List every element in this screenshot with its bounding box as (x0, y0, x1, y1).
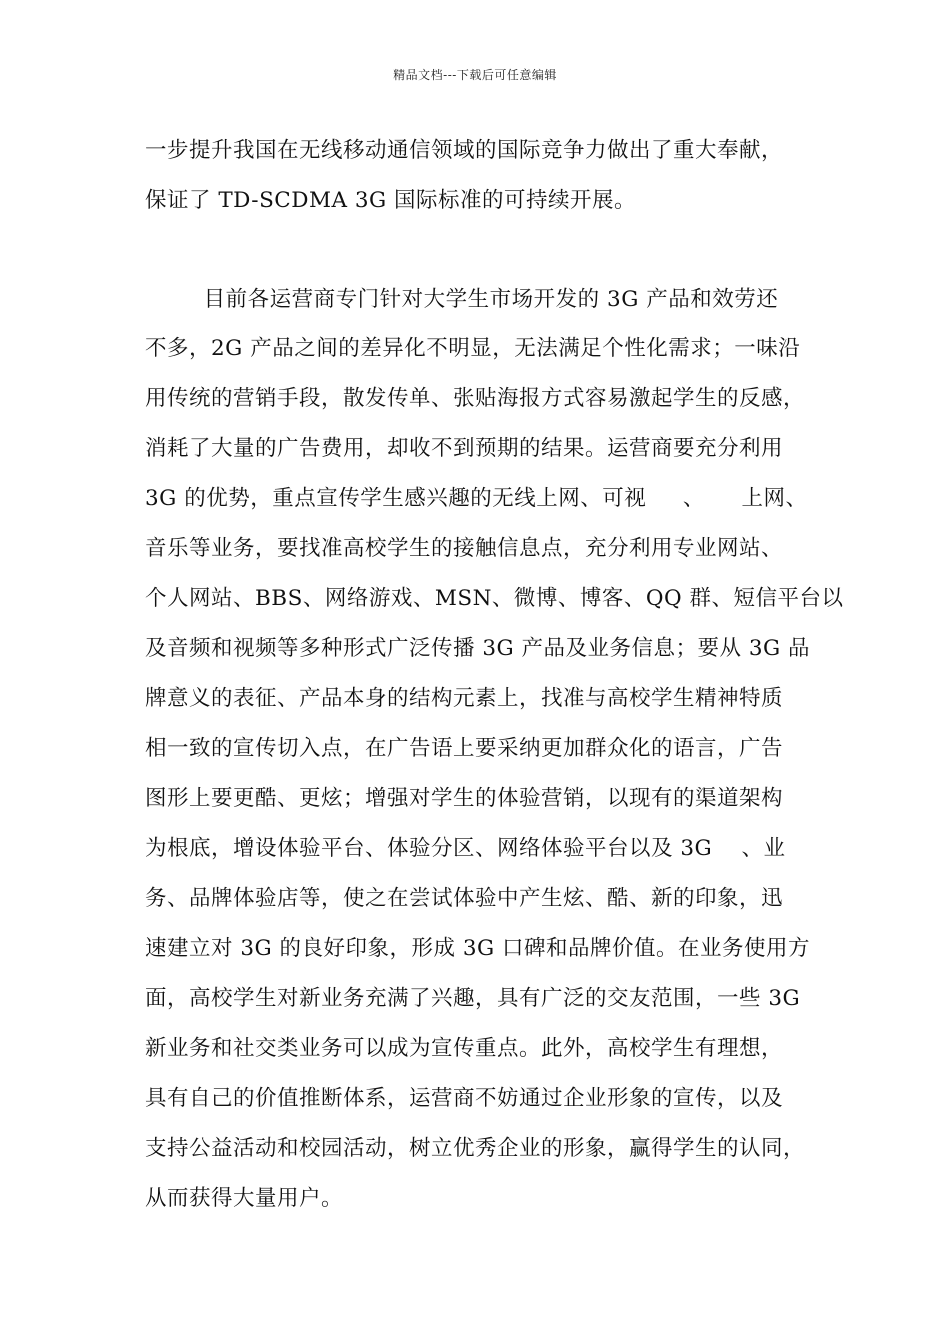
text-line: 相一致的宣传切入点，在广告语上要采纳更加群众化的语言，广告 (145, 736, 784, 761)
page-header: 精品文档---下载后可任意编辑 (393, 68, 557, 82)
text-line: 保证了 TD-SCDMA 3G 国际标准的可持续开展。 (145, 188, 637, 213)
text-line: 具有自己的价值推断体系，运营商不妨通过企业形象的宣传，以及 (145, 1086, 784, 1111)
text-line: 图形上要更酷、更炫；增强对学生的体验营销，以现有的渠道架构 (145, 786, 784, 811)
text-line: 及音频和视频等多种形式广泛传播 3G 产品及业务信息；要从 3G 品 (145, 636, 811, 661)
text-line: 用传统的营销手段，散发传单、张贴海报方式容易激起学生的反感， (145, 386, 806, 411)
text-line: 不多，2G 产品之间的差异化不明显，无法满足个性化需求；一味沿 (145, 336, 801, 361)
text-line: 为根底，增设体验平台、体验分区、网络体验平台以及 3G 、业 (145, 836, 786, 861)
text-line: 新业务和社交类业务可以成为宣传重点。此外，高校学生有理想， (145, 1036, 784, 1061)
text-line: 从而获得大量用户。 (145, 1186, 344, 1211)
text-line: 消耗了大量的广告费用，却收不到预期的结果。运营商要充分利用 (145, 436, 784, 461)
text-line: 3G 的优势，重点宣传学生感兴趣的无线上网、可视 、 上网、 (145, 486, 808, 511)
text-line: 面，高校学生对新业务充满了兴趣，具有广泛的交友范围，一些 3G (145, 986, 801, 1011)
text-line: 一步提升我国在无线移动通信领域的国际竞争力做出了重大奉献， (145, 138, 784, 163)
text-line: 目前各运营商专门针对大学生市场开发的 3G 产品和效劳还 (145, 287, 779, 312)
text-line: 速建立对 3G 的良好印象，形成 3G 口碑和品牌价值。在业务使用方 (145, 936, 811, 961)
text-line: 牌意义的表征、产品本身的结构元素上，找准与高校学生精神特质 (145, 686, 784, 711)
text-line: 音乐等业务，要找准高校学生的接触信息点，充分利用专业网站、 (145, 536, 784, 561)
text-line: 支持公益活动和校园活动，树立优秀企业的形象，赢得学生的认同， (145, 1136, 806, 1161)
text-line: 务、品牌体验店等，使之在尝试体验中产生炫、酷、新的印象，迅 (145, 886, 784, 911)
text-line: 个人网站、BBS、网络游戏、MSN、微博、博客、QQ 群、短信平台以 (145, 586, 844, 611)
